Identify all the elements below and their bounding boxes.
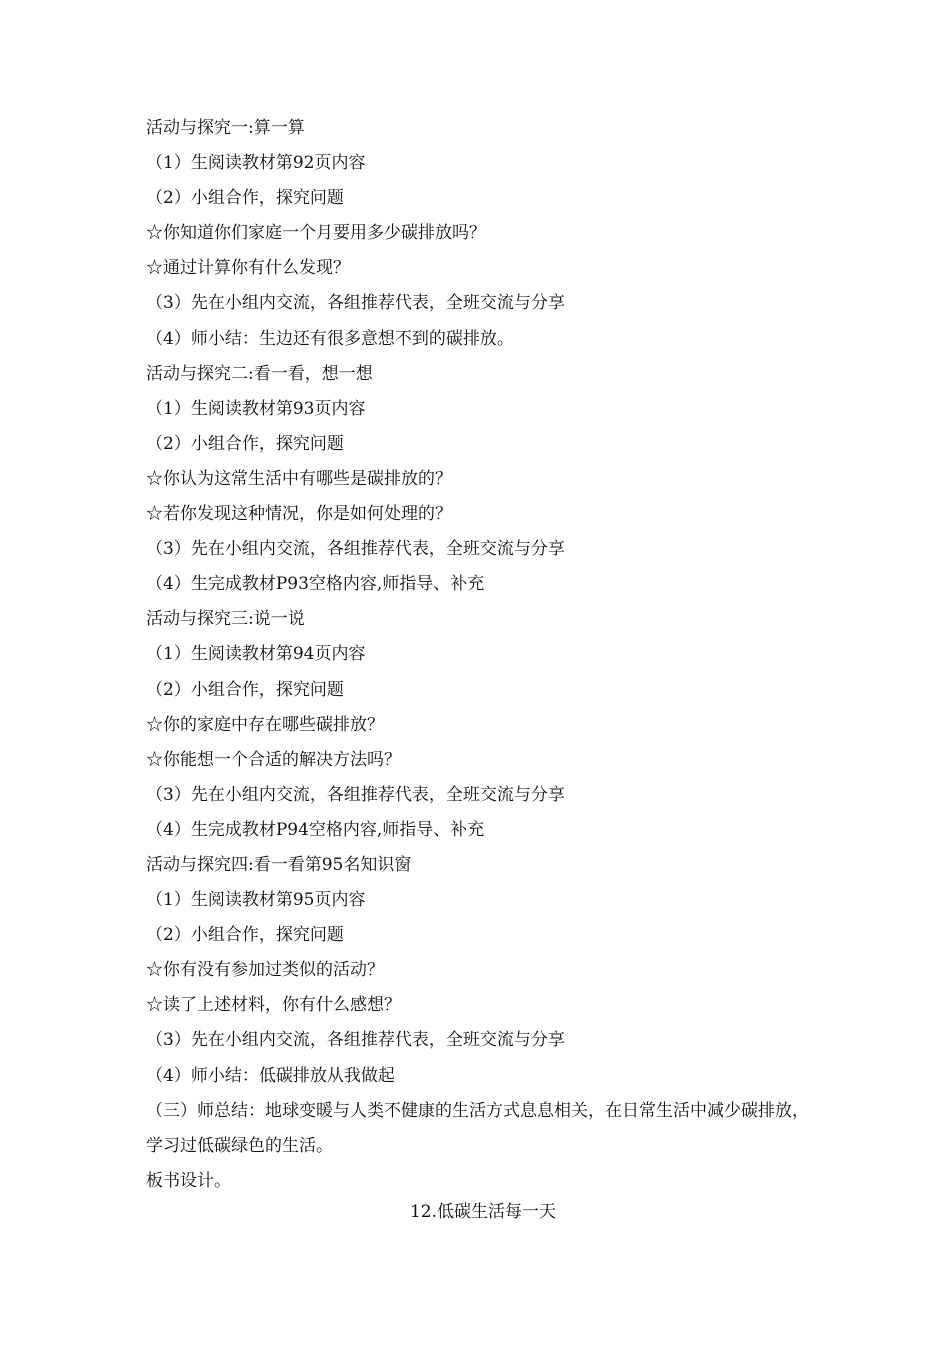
section-heading-1: 活动与探究一:算一算	[146, 118, 305, 138]
document-body	[146, 111, 816, 1199]
text-line: （1）生阅读教材第93页内容	[146, 398, 366, 419]
text-line: （4）生完成教材P94空格内容,师指导、补充	[146, 819, 485, 840]
text-line: （2）小组合作，探究问题	[146, 925, 344, 946]
text-line: （2）小组合作，探究问题	[146, 679, 344, 700]
question-line: ☆你有没有参加过类似的活动？	[146, 960, 384, 981]
question-line: ☆你的家庭中存在哪些碳排放？	[146, 714, 384, 735]
text-line: （1）生阅读教材第94页内容	[146, 644, 366, 665]
question-line: ☆你认为这常生活中有哪些是碳排放的？	[146, 468, 452, 489]
text-line: （1）生阅读教材第95页内容	[146, 890, 366, 911]
question-line: ☆读了上述材料，你有什么感想？	[146, 995, 401, 1016]
text-line: （4）师小结：生边还有很多意想不到的碳排放。	[146, 328, 514, 349]
text-line: （1）生阅读教材第92页内容	[146, 153, 366, 174]
text-line: （3）先在小组内交流，各组推荐代表，全班交流与分享	[146, 1030, 565, 1051]
text-line: （3）先在小组内交流，各组推荐代表，全班交流与分享	[146, 293, 565, 314]
question-line: ☆你知道你们家庭一个月要用多少碳排放吗？	[146, 223, 486, 244]
section-heading-3: 活动与探究三:说一说	[146, 609, 305, 630]
question-line: ☆若你发现这种情况，你是如何处理的？	[146, 504, 452, 525]
text-line: （2）小组合作，探究问题	[146, 188, 344, 209]
board-title: 12.低碳生活每一天	[409, 1202, 556, 1222]
question-line: ☆你能想一个合适的解决方法吗？	[146, 749, 401, 770]
text-line: （3）先在小组内交流，各组推荐代表，全班交流与分享	[146, 539, 565, 560]
text-line: （2）小组合作，探究问题	[146, 433, 344, 454]
section-heading-4: 活动与探究四:看一看第95名知识窗	[146, 854, 412, 875]
question-line: ☆通过计算你有什么发现？	[146, 258, 350, 279]
section-heading-2: 活动与探究二:看一看，想一想	[146, 363, 373, 384]
text-line: （3）先在小组内交流，各组推荐代表，全班交流与分享	[146, 784, 565, 805]
board-design-label: 板书设计。	[146, 1170, 231, 1191]
summary-paragraph: （三）师总结：地球变暖与人类不健康的生活方式息息相关，在日常生活中减少碳排放，学习过低碳绿色的生活。	[146, 1100, 809, 1156]
text-line: （4）师小结：低碳排放从我做起	[146, 1065, 395, 1086]
text-line: （4）生完成教材P93空格内容,师指导、补充	[146, 574, 485, 595]
